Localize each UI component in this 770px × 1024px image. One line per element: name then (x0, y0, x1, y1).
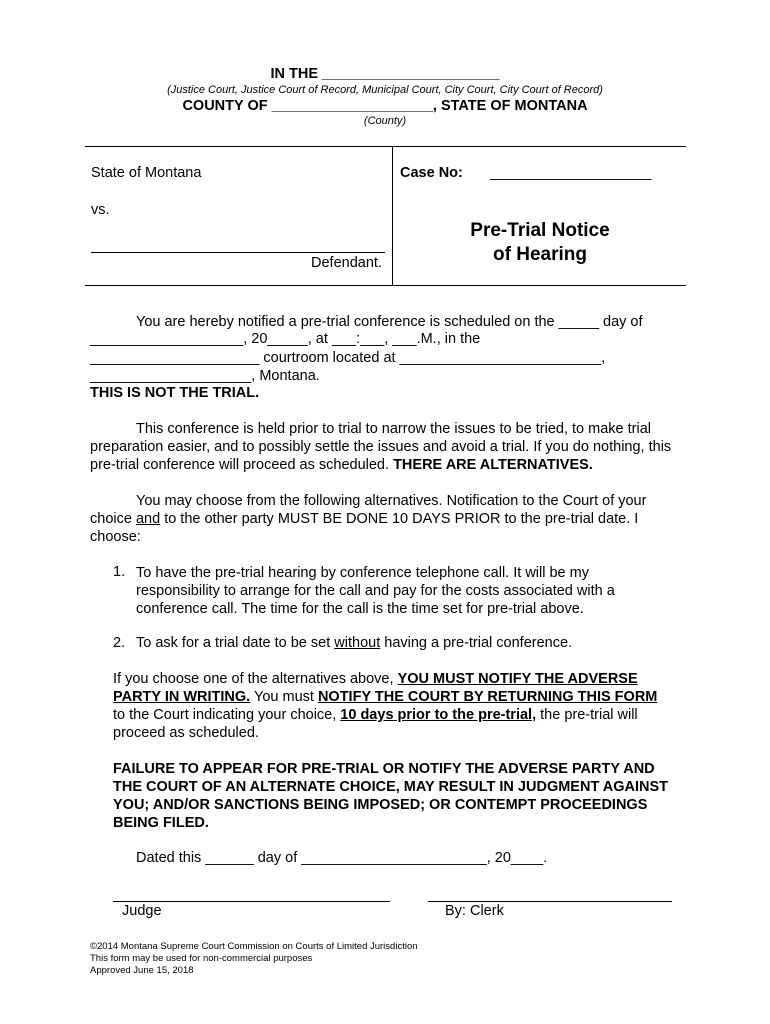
alternatives-notice: THERE ARE ALTERNATIVES. (393, 457, 593, 473)
clerk-signature-line (428, 901, 672, 902)
document-title (440, 219, 640, 267)
notify-text-b: You must (254, 689, 314, 705)
footer-approved: Approved June 15, 2018 (90, 965, 194, 976)
defendant-label: Defendant. (311, 255, 382, 271)
plaintiff-name: State of Montana (91, 165, 202, 181)
county-line-prefix: COUNTY OF ____________________ (182, 98, 433, 114)
notice-line-4: ____________________, Montana. (90, 368, 320, 384)
county-note: (County) (363, 115, 407, 127)
case-number-label: Case No: (400, 165, 463, 181)
item-2-text-a: To ask for a trial date to be set (136, 635, 331, 651)
choose-text-b: to the other party MUST BE DONE 10 DAYS PRIOR to the pre-trial date. I choose: (90, 511, 639, 545)
notice-line-2: ___________________, 20_____, at ___:___, ___.M., in the (90, 331, 481, 347)
judge-signature-line (113, 901, 390, 902)
footer-copyright: ©2014 Montana Supreme Court Commission on Courts of Limited Jurisdiction (90, 941, 418, 952)
item-2-number: 2. (113, 635, 126, 651)
notice-line-1: You are hereby notified a pre-trial conference is scheduled on the _____ day of (136, 314, 643, 330)
court-types-note: (Justice Court, Justice Court of Record, Municipal Court, City Court, City Court of Record) (167, 84, 603, 96)
title-line-2: of Hearing (493, 244, 587, 265)
caption-top-rule (85, 146, 686, 147)
item-1-text: To have the pre-trial hearing by conference telephone call. It will be my responsibility to arrange for the call and pay for the costs associated with a conference call. The time for the call is the time set for pre-trial above. (136, 565, 615, 617)
conference-paragraph (90, 420, 680, 474)
notify-text-d: the pre-trial will proceed as scheduled. (113, 707, 638, 741)
choose-paragraph (90, 492, 680, 546)
conference-text: This conference is held prior to trial to narrow the issues to be tried, to make trial preparation easier, and to possibly settle the issues and avoid a trial. If you do nothing, this pre-trial conference will proceed as scheduled. (90, 421, 672, 473)
county-line-suffix: , STATE OF MONTANA (432, 98, 588, 114)
footer (90, 941, 418, 977)
judge-label: Judge (122, 903, 162, 919)
footer-usage: This form may be used for non-commercial purposes (90, 953, 313, 964)
choose-text-a: You may choose from the following alternatives. Notification to the Court of your choice (90, 493, 647, 527)
notify-court: NOTIFY THE COURT BY RETURNING THIS FORM (317, 689, 658, 705)
ten-days-notice: 10 days prior to the pre-trial, (340, 707, 537, 723)
item-1-number: 1. (113, 564, 126, 580)
case-number-field: ____________________ (490, 165, 652, 181)
title-line-1: Pre-Trial Notice (470, 220, 610, 241)
defendant-name-line (91, 252, 385, 253)
choose-and: and (135, 511, 161, 527)
item-2-text-b: having a pre-trial conference. (384, 635, 573, 651)
notify-text-c: to the Court indicating your choice, (113, 707, 337, 723)
notify-adverse-party: YOU MUST NOTIFY THE ADVERSE PARTY IN WRITING. (113, 671, 638, 705)
failure-warning: FAILURE TO APPEAR FOR PRE-TRIAL OR NOTIFY THE ADVERSE PARTY AND THE COURT OF AN ALTERNATE CHOICE, MAY RESULT IN JUDGMENT AGAINST YOU; AND/OR SANCTIONS BEING IMPOSED; OR CONTEMPT PROCEEDINGS BEING FILED. (113, 761, 669, 831)
county-line (0, 98, 770, 114)
not-trial-notice: THIS IS NOT THE TRIAL. (90, 385, 260, 401)
versus-label: vs. (91, 202, 110, 218)
caption-bottom-rule (85, 285, 686, 286)
item-2-text (136, 635, 572, 651)
item-2-without: without (334, 635, 381, 651)
court-line: IN THE ______________________ (270, 66, 500, 82)
notify-paragraph (113, 670, 671, 742)
dated-line: Dated this ______ day of _______________________, 20____. (136, 850, 548, 866)
clerk-label: By: Clerk (445, 903, 504, 919)
notify-text-a: If you choose one of the alternatives above, (113, 671, 394, 687)
caption-divider (392, 146, 393, 285)
notice-line-3: _____________________ courtroom located at _________________________, (90, 350, 606, 366)
